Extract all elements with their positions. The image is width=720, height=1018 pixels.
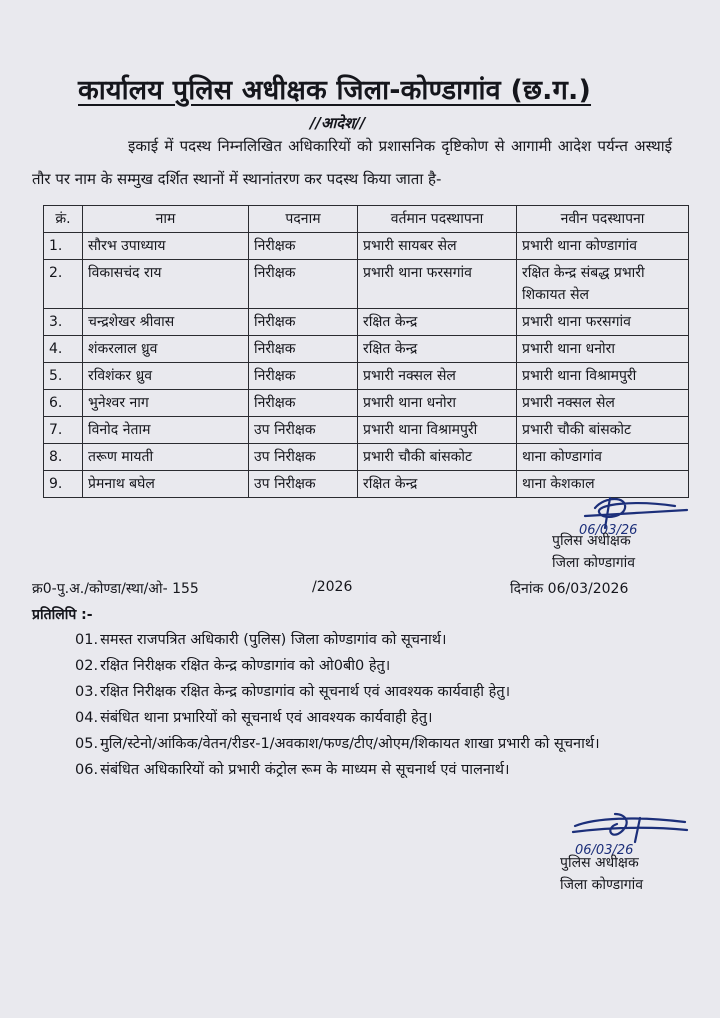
- item-text: संबंधित थाना प्रभारियों को सूचनार्थ एवं आवश्यक कार्यवाही हेतु।: [100, 710, 433, 726]
- office-title: कार्यालय पुलिस अधीक्षक जिला-कोण्डागांव (छ.ग.): [78, 75, 592, 106]
- table-row: [44, 390, 689, 417]
- cell-current-posting: प्रभारी थाना फरसगांव: [358, 260, 517, 309]
- signature-block-1: [552, 530, 635, 574]
- list-item: [75, 732, 675, 756]
- cell-name: विकासचंद राय: [83, 260, 249, 309]
- item-number: 05.: [75, 736, 99, 752]
- cell-current-posting: रक्षित केन्द्र: [358, 309, 517, 336]
- table-row: [44, 336, 689, 363]
- cell-designation: उप निरीक्षक: [249, 471, 358, 498]
- table-row: [44, 363, 689, 390]
- cell-current-posting: प्रभारी सायबर सेल: [358, 233, 517, 260]
- copy-to-label: प्रतिलिपि :-: [32, 607, 93, 623]
- cell-new-posting: प्रभारी चौकी बांसकोट: [517, 417, 689, 444]
- item-number: 02.: [75, 658, 99, 674]
- cell-current-posting: रक्षित केन्द्र: [358, 471, 517, 498]
- cell-new-posting: थाना कोण्डागांव: [517, 444, 689, 471]
- cell-new-posting: प्रभारी नक्सल सेल: [517, 390, 689, 417]
- cell-serial: 4.: [44, 336, 83, 363]
- order-heading: //आदेश//: [310, 114, 366, 132]
- cell-current-posting: प्रभारी नक्सल सेल: [358, 363, 517, 390]
- cell-current-posting: प्रभारी थाना विश्रामपुरी: [358, 417, 517, 444]
- table-row: [44, 260, 689, 309]
- cell-designation: निरीक्षक: [249, 309, 358, 336]
- cell-name: विनोद नेताम: [83, 417, 249, 444]
- cell-name: चन्द्रशेखर श्रीवास: [83, 309, 249, 336]
- cell-designation: निरीक्षक: [249, 260, 358, 309]
- cell-new-posting: थाना केशकाल: [517, 471, 689, 498]
- cell-name: सौरभ उपाध्याय: [83, 233, 249, 260]
- signatory-district-1: जिला कोण्डागांव: [552, 555, 636, 571]
- cell-designation: निरीक्षक: [249, 336, 358, 363]
- reference-year: /2026: [312, 579, 353, 595]
- cell-current-posting: प्रभारी चौकी बांसकोट: [358, 444, 517, 471]
- item-number: 01.: [75, 632, 99, 648]
- signatory-designation-1: पुलिस अधीक्षक: [552, 533, 631, 549]
- reference-number: क्र0-पु.अ./कोण्डा/स्था/ओ- 155: [32, 581, 199, 597]
- cell-serial: 2.: [44, 260, 83, 309]
- list-item: [75, 706, 675, 730]
- signatory-district-2: जिला कोण्डागांव: [560, 877, 644, 893]
- cell-current-posting: प्रभारी थाना धनोरा: [358, 390, 517, 417]
- cell-new-posting: प्रभारी थाना धनोरा: [517, 336, 689, 363]
- list-item: [75, 680, 675, 704]
- cell-name: तरूण मायती: [83, 444, 249, 471]
- signatory-designation-2: पुलिस अधीक्षक: [560, 855, 639, 871]
- order-intro-text: इकाई में पदस्थ निम्नलिखित अधिकारियों को प्रशासनिक दृष्टिकोण से आगामी आदेश पर्यन्त अस्थाई तौर पर नाम के सम्मुख दर्शित स्थानों में स्थानांतरण कर पदस्थ किया जाता है-: [32, 137, 672, 188]
- header-serial: क्रं.: [44, 206, 83, 233]
- cell-name: शंकरलाल ध्रुव: [83, 336, 249, 363]
- cell-serial: 3.: [44, 309, 83, 336]
- table-row: [44, 417, 689, 444]
- cell-new-posting: रक्षित केन्द्र संबद्ध प्रभारी शिकायत सेल: [517, 260, 689, 309]
- cell-designation: निरीक्षक: [249, 233, 358, 260]
- cell-serial: 5.: [44, 363, 83, 390]
- cell-serial: 7.: [44, 417, 83, 444]
- item-number: 06.: [75, 762, 99, 778]
- cell-current-posting: रक्षित केन्द्र: [358, 336, 517, 363]
- cell-designation: निरीक्षक: [249, 390, 358, 417]
- signature-block-2: [560, 852, 643, 896]
- cell-name: भुनेश्वर नाग: [83, 390, 249, 417]
- cell-name: रविशंकर ध्रुव: [83, 363, 249, 390]
- cell-serial: 9.: [44, 471, 83, 498]
- cell-designation: उप निरीक्षक: [249, 444, 358, 471]
- list-item: [75, 628, 675, 652]
- item-text: समस्त राजपत्रित अधिकारी (पुलिस) जिला कोण्डागांव को सूचनार्थ।: [100, 632, 447, 648]
- cell-new-posting: प्रभारी थाना विश्रामपुरी: [517, 363, 689, 390]
- table-row: [44, 233, 689, 260]
- item-text: मुलि/स्टेनो/आंकिक/वेतन/रीडर-1/अवकाश/फण्ड/टीए/ओएम/शिकायत शाखा प्रभारी को सूचनार्थ।: [100, 736, 600, 752]
- cell-new-posting: प्रभारी थाना कोण्डागांव: [517, 233, 689, 260]
- table-row: [44, 309, 689, 336]
- cell-designation: निरीक्षक: [249, 363, 358, 390]
- table-header-row: [44, 206, 689, 233]
- item-text: रक्षित निरीक्षक रक्षित केन्द्र कोण्डागांव को ओ0बी0 हेतु।: [100, 658, 391, 674]
- cell-serial: 1.: [44, 233, 83, 260]
- cell-designation: उप निरीक्षक: [249, 417, 358, 444]
- table-row: [44, 444, 689, 471]
- item-number: 04.: [75, 710, 99, 726]
- cell-serial: 8.: [44, 444, 83, 471]
- signature-date-1: 06/03/26: [579, 523, 638, 538]
- list-item: [75, 758, 675, 782]
- item-number: 03.: [75, 684, 99, 700]
- header-designation: पदनाम: [249, 206, 358, 233]
- header-name: नाम: [83, 206, 249, 233]
- cell-serial: 6.: [44, 390, 83, 417]
- header-new-posting: नवीन पदस्थापना: [517, 206, 689, 233]
- reference-date: दिनांक 06/03/2026: [510, 581, 629, 597]
- header-current-posting: वर्तमान पदस्थापना: [358, 206, 517, 233]
- item-text: संबंधित अधिकारियों को प्रभारी कंट्रोल रूम के माध्यम से सूचनार्थ एवं पालनार्थ।: [100, 762, 510, 778]
- signature-date-2: 06/03/26: [575, 843, 634, 858]
- transfer-table: [43, 205, 689, 498]
- item-text: रक्षित निरीक्षक रक्षित केन्द्र कोण्डागांव को सूचनार्थ एवं आवश्यक कार्यवाही हेतु।: [100, 684, 511, 700]
- cell-new-posting: प्रभारी थाना फरसगांव: [517, 309, 689, 336]
- list-item: [75, 654, 675, 678]
- cell-name: प्रेमनाथ बघेल: [83, 471, 249, 498]
- copy-to-list: [75, 628, 675, 784]
